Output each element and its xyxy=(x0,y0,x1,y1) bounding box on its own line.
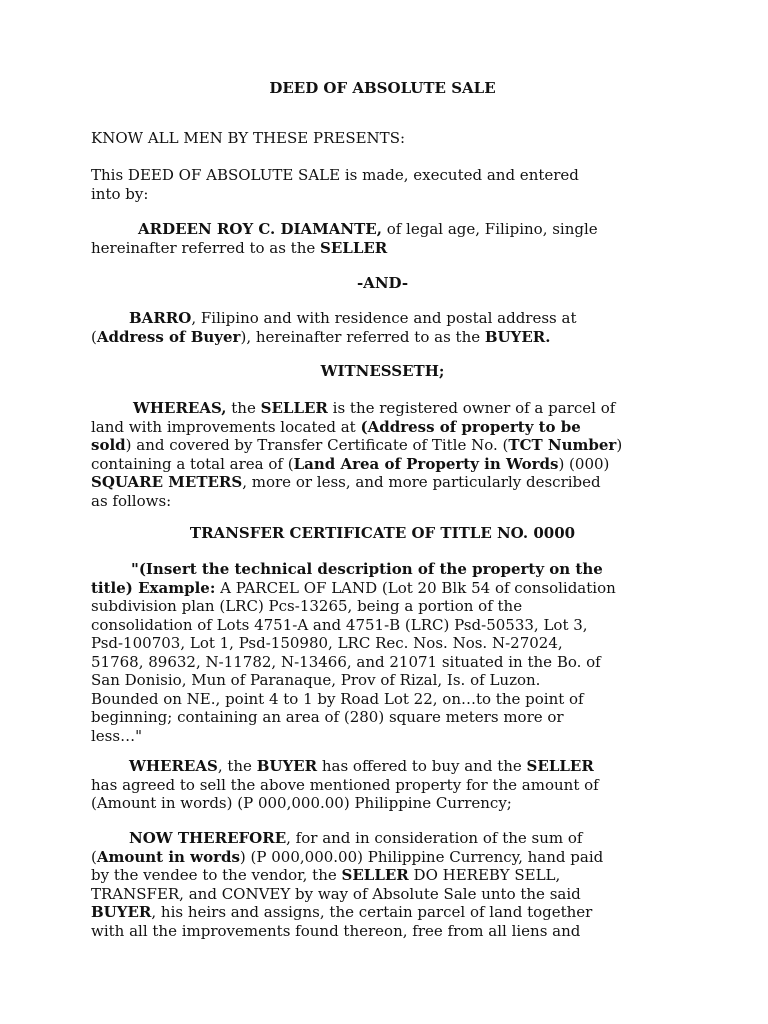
buyer-name: BARRO xyxy=(129,309,192,327)
whereas-1-line1: is the registered owner of a parcel of xyxy=(327,399,616,417)
whereas-1-keyword: WHEREAS, xyxy=(133,399,227,417)
whereas-1-line3-close: ) xyxy=(616,436,623,454)
whereas-1-seller: SELLER xyxy=(260,399,328,417)
seller-label: SELLER xyxy=(320,238,388,257)
whereas-1-line6: as follows: xyxy=(91,491,172,510)
techdesc-line9: beginning; containing an area of (280) square meters more or xyxy=(91,708,564,726)
whereas-1-line3: ) and covered by Transfer Certificate of Title No. ( xyxy=(125,436,509,454)
technical-description xyxy=(91,560,691,745)
title-text: DEED OF ABSOLUTE SALE xyxy=(269,79,496,97)
now-line1: , for and in consideration of the sum of xyxy=(286,829,583,847)
seller-hereinafter: hereinafter referred to as the xyxy=(91,238,321,257)
buyer-line2-rest: ), hereinafter referred to as the xyxy=(240,327,485,346)
whereas-paragraph-2 xyxy=(91,757,691,813)
and-separator-text: -AND- xyxy=(356,274,409,292)
seller-name: ARDEEN ROY C. DIAMANTE, xyxy=(138,220,382,238)
techdesc-example-label: title) Example: xyxy=(91,578,216,597)
tct-number-placeholder: TCT Number xyxy=(508,436,617,454)
whereas-2-mid: has offered to buy and the xyxy=(317,757,527,775)
whereas-2-buyer: BUYER xyxy=(256,757,318,775)
techdesc-line2: A PARCEL OF LAND (Lot 20 Blk 54 of consolidation xyxy=(215,578,616,597)
now-seller: SELLER xyxy=(341,866,409,884)
witnesseth-heading xyxy=(91,362,674,381)
square-meters-label: SQUARE METERS xyxy=(91,473,243,491)
now-line3-rest: DO HEREBY SELL, xyxy=(408,866,561,884)
buyer-paragraph xyxy=(91,309,691,346)
tct-heading xyxy=(91,524,674,543)
whereas-2-line2: has agreed to sell the above mentioned property for the amount of xyxy=(91,775,599,794)
witnesseth-text: WITNESSETH; xyxy=(320,362,445,380)
techdesc-line7: San Donisio, Mun of Paranaque, Prov of Rizal, Is. of Luzon. xyxy=(91,671,541,689)
whereas-1-line4-rest: ) (000) xyxy=(558,454,610,473)
whereas-2-the: , the xyxy=(217,757,257,775)
techdesc-line10: less…" xyxy=(91,726,142,745)
buyer-label: BUYER. xyxy=(484,327,551,346)
buyer-address-label: Address of Buyer xyxy=(96,327,241,346)
seller-paragraph xyxy=(91,220,691,257)
now-therefore-keyword: NOW THEREFORE xyxy=(129,829,287,847)
buyer-line1-rest: , Filipino and with residence and postal address at xyxy=(191,309,577,327)
property-address-placeholder: (Address of property to be xyxy=(360,417,581,436)
whereas-2-seller: SELLER xyxy=(526,757,594,775)
now-therefore-paragraph xyxy=(91,829,691,940)
now-buyer: BUYER xyxy=(91,903,152,921)
know-all-men-line: KNOW ALL MEN BY THESE PRESENTS: xyxy=(91,129,406,147)
land-area-placeholder: Land Area of Property in Words xyxy=(293,454,559,473)
now-line4: TRANSFER, and CONVEY by way of Absolute Sale unto the said xyxy=(91,884,581,903)
property-address-placeholder-end: sold xyxy=(91,436,126,454)
whereas-2-line3: (Amount in words) (P 000,000.00) Philippine Currency; xyxy=(91,794,512,812)
techdesc-line4: consolidation of Lots 4751-A and 4751-B (LRC) Psd-50533, Lot 3, xyxy=(91,615,588,634)
techdesc-line8: Bounded on NE., point 4 to 1 by Road Lot 22, on…to the point of xyxy=(91,689,584,708)
techdesc-line3: subdivision plan (LRC) Pcs-13265, being a portion of the xyxy=(91,597,523,615)
now-line2: ) (P 000,000.00) Philippine Currency, hand paid xyxy=(239,847,604,866)
whereas-1-the: the xyxy=(226,399,261,417)
whereas-1-line2: land with improvements located at xyxy=(91,417,361,436)
now-line5: , his heirs and assigns, the certain parcel of land together xyxy=(151,903,593,921)
whereas-2-keyword: WHEREAS xyxy=(129,757,218,775)
intro-paragraph xyxy=(91,166,691,203)
whereas-1-line4: containing a total area of ( xyxy=(91,454,294,473)
now-line6: with all the improvements found thereon, free from all liens and xyxy=(91,921,581,940)
techdesc-line6: 51768, 89632, N-11782, N-13466, and 21071 situated in the Bo. of xyxy=(91,652,601,671)
tct-heading-text: TRANSFER CERTIFICATE OF TITLE NO. 0000 xyxy=(189,524,576,542)
intro-line-2: into by: xyxy=(91,184,149,203)
whereas-1-line5: , more or less, and more particularly described xyxy=(242,473,601,491)
buyer-open-paren: ( xyxy=(91,327,97,346)
intro-line-1: This DEED OF ABSOLUTE SALE is made, executed and entered xyxy=(91,166,579,184)
amount-placeholder: Amount in words xyxy=(96,847,240,866)
now-open-paren: ( xyxy=(91,847,97,866)
techdesc-instruction: "(Insert the technical description of the property on the xyxy=(131,560,603,578)
seller-description: of legal age, Filipino, single xyxy=(381,220,598,238)
techdesc-line5: Psd-100703, Lot 1, Psd-150980, LRC Rec. Nos. Nos. N-27024, xyxy=(91,634,563,652)
document-title xyxy=(91,79,674,98)
whereas-paragraph-1 xyxy=(91,399,691,510)
and-separator xyxy=(91,274,674,293)
now-line3: by the vendee to the vendor, the xyxy=(91,866,342,884)
